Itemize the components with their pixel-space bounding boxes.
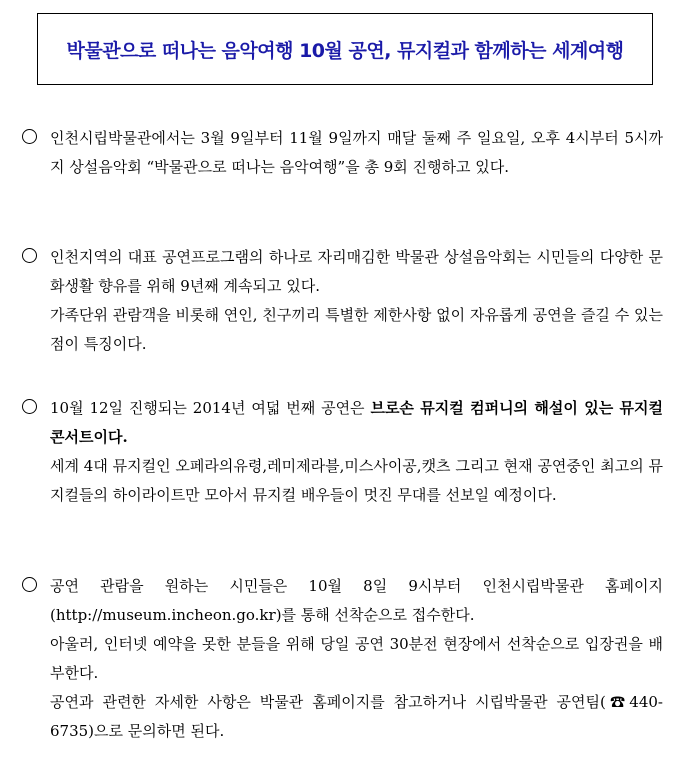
paragraph: 세계 4대 뮤지컬인 오페라의유령,레미제라블,미스사이공,캣츠 그리고 현재 공연중인 최고의 뮤지컬들의 하이라이트만 모아서 뮤지컬 배우들이 멋진 무대를 선보일 예정이다. <box>50 457 663 504</box>
paragraph: 인천시립박물관에서는 3월 9일부터 11월 9일까지 매달 둘째 주 일요일, 오후 4시부터 5시까지 상설음악회 “박물관으로 떠나는 음악여행”을 총 9회 진행하고 있다. <box>50 129 663 176</box>
page-title: 박물관으로 떠나는 음악여행 10월 공연, 뮤지컬과 함께하는 세계여행 <box>66 39 624 62</box>
section-2-text <box>50 243 663 359</box>
circle-bullet-icon <box>22 248 37 263</box>
paragraph: 가족단위 관람객을 비롯해 연인, 친구끼리 특별한 제한사항 없이 자유롭게 공연을 즐길 수 있는 점이 특징이다. <box>50 306 663 353</box>
paragraph: 아울러, 인터넷 예약을 못한 분들을 위해 당일 공연 30분전 현장에서 선착순으로 입장권을 배부한다. <box>50 635 663 682</box>
paragraph: 인천지역의 대표 공연프로그램의 하나로 자리매김한 박물관 상설음악회는 시민들의 다양한 문화생활 향유를 위해 9년째 계속되고 있다. <box>50 248 663 295</box>
paragraph-lead <box>50 394 663 452</box>
title-box <box>37 13 653 85</box>
circle-bullet-icon <box>22 577 37 592</box>
circle-bullet-icon <box>22 129 37 144</box>
section-3-text <box>50 394 663 510</box>
circle-bullet-icon <box>22 399 37 414</box>
section-1-text <box>50 124 663 182</box>
paragraph: 공연 관람을 원하는 시민들은 10월 8일 9시부터 인천시립박물관 홈페이지(http://museum.incheon.go.kr)를 통해 선착순으로 접수한다. <box>50 577 663 624</box>
lead-text: 10월 12일 진행되는 2014년 여덟 번째 공연은 <box>50 399 371 417</box>
lead-bold-text: 브로손 뮤지컬 컴퍼니의 해설이 있는 뮤지컬 콘서트이다. <box>50 399 663 446</box>
paragraph: 공연과 관련한 자세한 사항은 박물관 홈페이지를 참고하거나 시립박물관 공연팀(☎440-6735)으로 문의하면 된다. <box>50 693 663 740</box>
section-4-text <box>50 572 663 746</box>
